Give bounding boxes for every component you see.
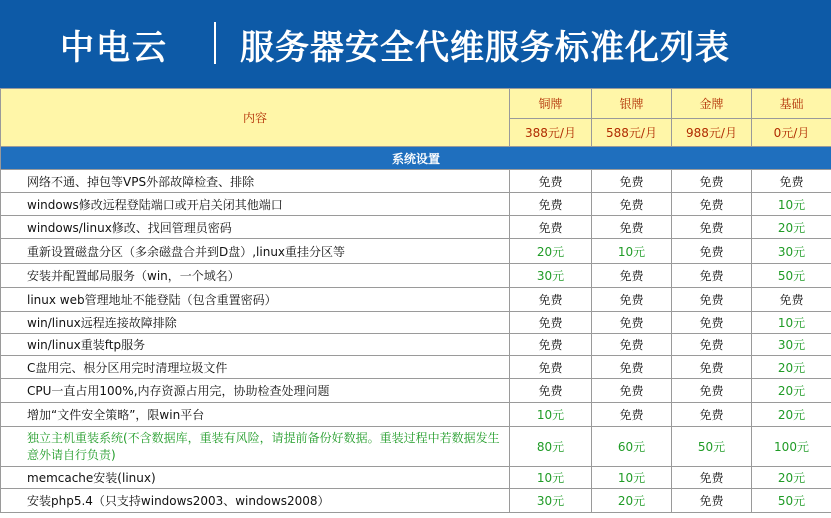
brand-name: 中电云 [60, 28, 168, 68]
table-row [1, 356, 831, 379]
price-cell: 免费 [510, 356, 592, 379]
price-cell: 10元 [510, 467, 592, 489]
price-cell: 免费 [672, 239, 752, 264]
service-description: win/linux远程连接故障排除 [1, 312, 510, 334]
table-row [1, 427, 831, 467]
tier-price-silver: 588元/月 [592, 119, 672, 147]
content-header: 内容 [1, 89, 510, 147]
tier-price-bronze: 388元/月 [510, 119, 592, 147]
price-cell: 免费 [510, 288, 592, 312]
price-cell: 20元 [752, 379, 831, 403]
price-cell: 免费 [592, 170, 672, 193]
page-header [0, 0, 831, 88]
service-description: 独立主机重装系统(不含数据库，重装有风险，请提前备份好数据。重装过程中若数据发生意外请自行负责) [1, 427, 510, 467]
tier-name-silver: 银牌 [592, 89, 672, 119]
service-description: linux web管理地址不能登陆（包含重置密码） [1, 288, 510, 312]
price-cell: 免费 [672, 489, 752, 513]
price-cell: 10元 [752, 312, 831, 334]
page-title: 服务器安全代维服务标准化列表 [240, 28, 730, 68]
price-cell: 免费 [592, 356, 672, 379]
price-cell: 免费 [592, 193, 672, 216]
price-cell: 10元 [752, 193, 831, 216]
price-cell: 10元 [592, 467, 672, 489]
price-cell: 免费 [592, 216, 672, 239]
service-description: win/linux重装ftp服务 [1, 334, 510, 356]
price-cell: 免费 [510, 193, 592, 216]
service-description: 网络不通、掉包等VPS外部故障检查、排除 [1, 170, 510, 193]
price-cell: 免费 [672, 356, 752, 379]
price-cell: 免费 [592, 334, 672, 356]
service-description: C盘用完、根分区用完时清理垃圾文件 [1, 356, 510, 379]
price-cell: 30元 [510, 489, 592, 513]
price-cell: 免费 [672, 193, 752, 216]
price-cell: 30元 [752, 239, 831, 264]
price-cell: 20元 [592, 489, 672, 513]
table-row [1, 467, 831, 489]
price-cell: 免费 [510, 216, 592, 239]
table-row [1, 264, 831, 288]
price-cell: 免费 [752, 170, 831, 193]
price-cell: 免费 [672, 264, 752, 288]
tier-name-gold: 金牌 [672, 89, 752, 119]
header-divider [214, 22, 216, 64]
tier-price-basic: 0元/月 [752, 119, 831, 147]
table-row [1, 312, 831, 334]
price-cell: 20元 [510, 239, 592, 264]
table-row [1, 239, 831, 264]
table-row [1, 334, 831, 356]
price-cell: 免费 [672, 312, 752, 334]
table-row [1, 193, 831, 216]
price-cell: 免费 [510, 312, 592, 334]
price-cell: 60元 [592, 427, 672, 467]
service-price-table [0, 88, 831, 513]
table-row [1, 288, 831, 312]
price-cell: 免费 [752, 288, 831, 312]
price-cell: 50元 [752, 489, 831, 513]
price-cell: 20元 [752, 467, 831, 489]
price-cell: 免费 [672, 216, 752, 239]
table-row [1, 403, 831, 427]
price-cell: 20元 [752, 356, 831, 379]
price-cell: 50元 [672, 427, 752, 467]
price-cell: 30元 [510, 264, 592, 288]
price-cell: 免费 [672, 170, 752, 193]
price-cell: 10元 [510, 403, 592, 427]
price-cell: 免费 [592, 379, 672, 403]
price-cell: 免费 [672, 379, 752, 403]
price-cell: 10元 [592, 239, 672, 264]
service-description: 安装并配置邮局服务（win，一个域名） [1, 264, 510, 288]
service-description: windows/linux修改、找回管理员密码 [1, 216, 510, 239]
tier-name-basic: 基础 [752, 89, 831, 119]
service-description: 增加“文件安全策略”，限win平台 [1, 403, 510, 427]
price-cell: 100元 [752, 427, 831, 467]
service-description: windows修改远程登陆端口或开启关闭其他端口 [1, 193, 510, 216]
price-cell: 免费 [672, 288, 752, 312]
service-description: 重新设置磁盘分区（多余磁盘合并到D盘）,linux重挂分区等 [1, 239, 510, 264]
service-description: 安装php5.4（只支持windows2003、windows2008） [1, 489, 510, 513]
price-cell: 免费 [510, 334, 592, 356]
price-cell: 30元 [752, 334, 831, 356]
table-row [1, 489, 831, 513]
price-cell: 免费 [592, 403, 672, 427]
price-cell: 20元 [752, 403, 831, 427]
price-cell: 免费 [592, 288, 672, 312]
price-cell: 免费 [510, 170, 592, 193]
table-row [1, 170, 831, 193]
tier-name-bronze: 铜牌 [510, 89, 592, 119]
tier-price-gold: 988元/月 [672, 119, 752, 147]
price-cell: 免费 [510, 379, 592, 403]
price-cell: 免费 [592, 264, 672, 288]
service-description: CPU一直占用100%,内存资源占用完，协助检查处理问题 [1, 379, 510, 403]
price-cell: 免费 [592, 312, 672, 334]
price-cell: 免费 [672, 467, 752, 489]
price-cell: 免费 [672, 403, 752, 427]
price-cell: 50元 [752, 264, 831, 288]
section-header: 系统设置 [1, 147, 831, 170]
table-row [1, 379, 831, 403]
service-description: memcache安装(linux) [1, 467, 510, 489]
table-row [1, 216, 831, 239]
price-cell: 免费 [672, 334, 752, 356]
price-cell: 20元 [752, 216, 831, 239]
price-cell: 80元 [510, 427, 592, 467]
